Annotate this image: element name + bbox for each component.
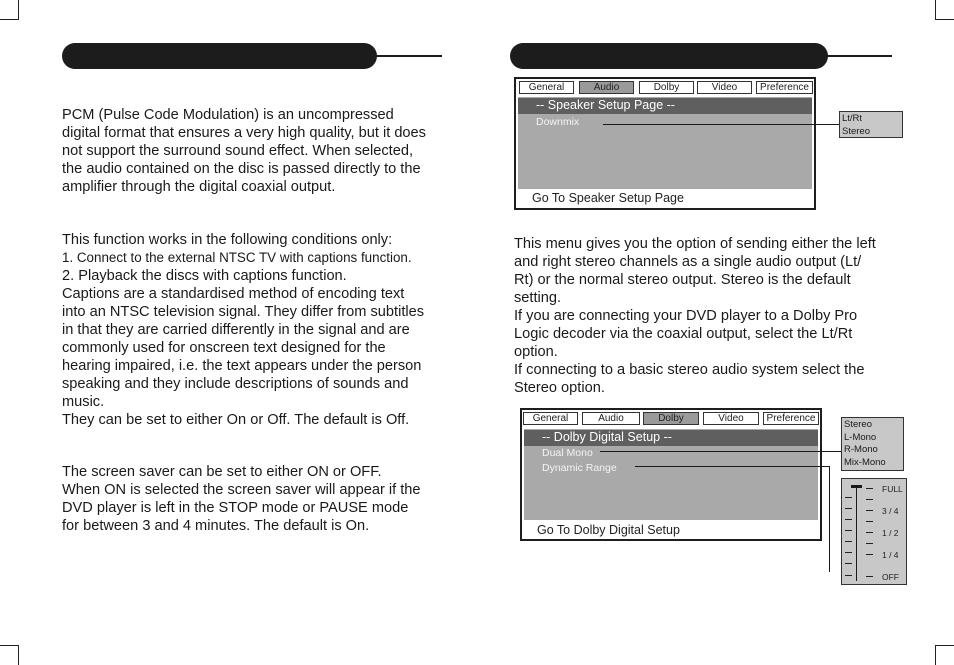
menu-item-dynamic-range[interactable]: Dynamic Range [542, 462, 617, 474]
tab-dolby[interactable]: Dolby [643, 412, 699, 425]
right-heading-rule [820, 55, 892, 57]
slider-tick [845, 519, 852, 520]
text-line: for between 3 and 4 minutes. The default is On. [62, 518, 370, 534]
callout-line [600, 451, 842, 452]
slider-tick [866, 543, 873, 544]
text-line: the audio contained on the disc is passed directly to the [62, 161, 421, 177]
text-line: When ON is selected the screen saver will appear if the [62, 482, 421, 498]
text-line: DVD player is left in the STOP mode or PAUSE mode [62, 500, 409, 516]
slider-tick [845, 563, 852, 564]
pcm-paragraph [62, 106, 426, 196]
option-l-mono[interactable]: L-Mono [844, 431, 877, 443]
level-label-off: OFF [882, 572, 899, 582]
text-line: If connecting to a basic stereo audio system select the [514, 362, 865, 378]
text-line: This menu gives you the option of sending either the left [514, 236, 876, 252]
text-line: in that they are carried differently in the signal and are [62, 322, 410, 338]
text-line: commonly used for onscreen text designed for the [62, 340, 386, 356]
tab-general[interactable]: General [519, 81, 574, 94]
slider-tick [845, 575, 852, 576]
text-line: This function works in the following conditions only: [62, 232, 393, 248]
option-stereo[interactable]: Stereo [842, 125, 870, 137]
slider-tick [845, 541, 852, 542]
option-stereo[interactable]: Stereo [844, 419, 872, 430]
text-line: into an NTSC television signal. They differ from subtitles [62, 304, 425, 320]
captions-paragraph [62, 231, 424, 429]
crop-mark [18, 645, 19, 665]
slider-tick [866, 510, 873, 511]
slider-tick [866, 499, 873, 500]
slider-handle[interactable] [851, 485, 862, 488]
go-to-dolby-digital-setup-button[interactable]: Go To Dolby Digital Setup [537, 523, 680, 537]
slider-tick [866, 488, 873, 489]
right-section-heading-bar [510, 43, 828, 69]
menu-item-downmix[interactable]: Downmix [536, 116, 580, 128]
crop-mark [0, 645, 19, 646]
text-line: Captions are a standardised method of encoding text [62, 286, 405, 302]
text-line: not support the surround sound effect. When selected, [62, 143, 414, 159]
go-to-speaker-setup-button[interactable]: Go To Speaker Setup Page [532, 191, 684, 205]
option-lt-rt[interactable]: Lt/Rt [842, 113, 863, 124]
level-label-1-2: 1 / 2 [882, 528, 899, 538]
option-r-mono[interactable]: R-Mono [844, 444, 878, 455]
slider-tick [845, 497, 852, 498]
level-label-1-4: 1 / 4 [882, 550, 899, 560]
slider-tick [866, 554, 873, 555]
screensaver-paragraph [62, 463, 421, 535]
callout-line [635, 466, 829, 467]
speaker-setup-menu [514, 77, 816, 210]
slider-tick [845, 530, 852, 531]
tab-preference[interactable]: Preference [763, 412, 819, 425]
left-heading-rule [370, 55, 442, 57]
text-line: and right stereo channels as a single audio output (Lt/ [514, 254, 862, 270]
text-line: hearing impaired, i.e. the text appears under the person [62, 358, 422, 374]
menu-header: -- Dolby Digital Setup -- [524, 430, 818, 446]
slider-tick [866, 521, 873, 522]
menu-panel [518, 97, 812, 189]
tab-audio[interactable]: Audio [579, 81, 634, 94]
text-line: Stereo option. [514, 380, 605, 396]
tab-video[interactable]: Video [697, 81, 752, 94]
crop-mark [0, 19, 19, 20]
text-line: 1. Connect to the external NTSC TV with captions function. [62, 250, 412, 265]
menu-item-dual-mono[interactable]: Dual Mono [542, 447, 593, 459]
menu-header: -- Speaker Setup Page -- [518, 98, 812, 114]
dual-mono-options-box [841, 417, 904, 471]
downmix-paragraph [514, 235, 876, 397]
text-line: Logic decoder via the coaxial output, select the Lt/Rt [514, 326, 853, 342]
tab-dolby[interactable]: Dolby [639, 81, 694, 94]
dynamic-range-slider[interactable] [841, 478, 907, 585]
text-line: digital format that ensures a very high quality, but it does [62, 125, 426, 141]
left-section-heading-bar [62, 43, 377, 69]
crop-mark [935, 19, 954, 20]
option-mix-mono[interactable]: Mix-Mono [844, 456, 886, 468]
menu-tab-bar [516, 79, 814, 97]
text-line: PCM (Pulse Code Modulation) is an uncompressed [62, 107, 394, 123]
text-line: music. [62, 394, 105, 410]
callout-line [603, 124, 840, 125]
tab-general[interactable]: General [523, 412, 578, 425]
crop-mark [935, 645, 936, 665]
menu-tab-bar [522, 410, 820, 428]
slider-track [856, 485, 857, 581]
text-line: setting. [514, 290, 562, 306]
level-label-3-4: 3 / 4 [882, 506, 899, 516]
slider-tick [866, 532, 873, 533]
slider-tick [866, 576, 873, 577]
text-line: If you are connecting your DVD player to a Dolby Pro [514, 308, 858, 324]
slider-tick [845, 508, 852, 509]
text-line: amplifier through the digital coaxial output. [62, 179, 336, 195]
dolby-digital-setup-menu [520, 408, 822, 541]
text-line: speaking and they include descriptions of sounds and [62, 376, 409, 392]
crop-mark [935, 0, 936, 20]
callout-line [829, 466, 830, 572]
menu-panel [524, 429, 818, 520]
text-line: 2. Playback the discs with captions function. [62, 268, 347, 284]
slider-tick [845, 552, 852, 553]
tab-preference[interactable]: Preference [756, 81, 813, 94]
text-line: Rt) or the normal stereo output. Stereo is the default [514, 272, 851, 288]
crop-mark [18, 0, 19, 20]
tab-video[interactable]: Video [703, 412, 759, 425]
downmix-options-box [839, 111, 903, 138]
level-label-full: FULL [882, 484, 903, 494]
text-line: They can be set to either On or Off. The default is Off. [62, 412, 410, 428]
tab-audio[interactable]: Audio [582, 412, 640, 425]
crop-mark [935, 645, 954, 646]
text-line: The screen saver can be set to either ON or OFF. [62, 464, 382, 480]
text-line: option. [514, 344, 558, 360]
